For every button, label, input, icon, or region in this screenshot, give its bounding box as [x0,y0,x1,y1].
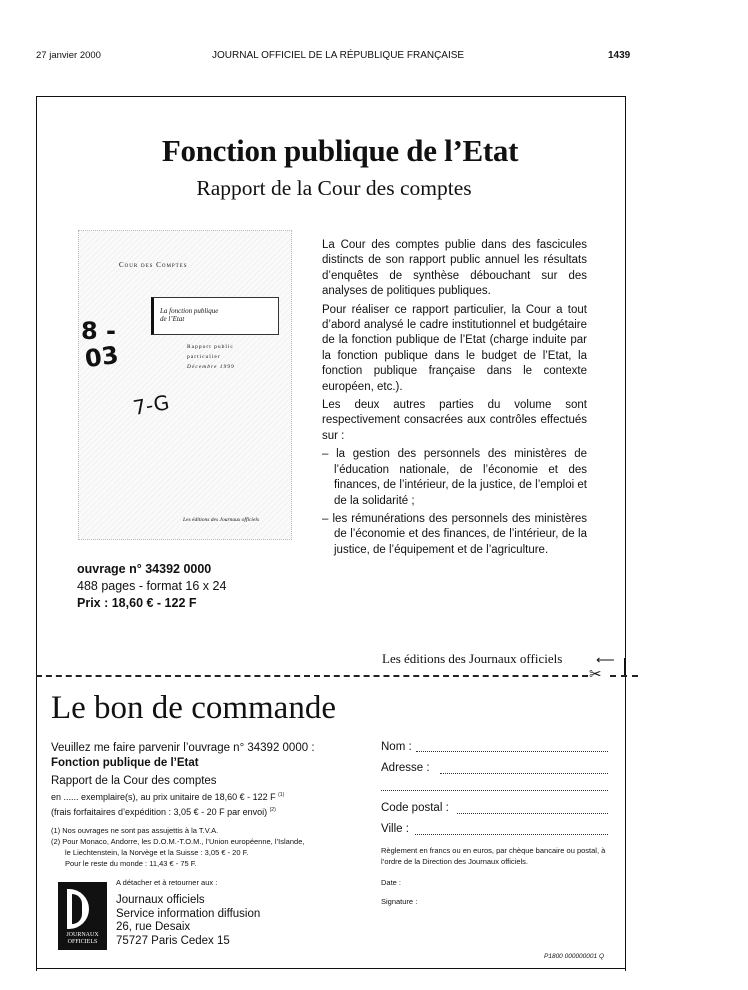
detach-label: A détacher et à retourner aux : [116,878,218,887]
note-2c: Pour le reste du monde : 11,43 € - 75 F. [65,859,197,868]
advert-description [322,238,587,558]
reference-code: P1800 000000001 Q [544,953,604,960]
bon-left-column [51,741,371,869]
note-2a: (2) Pour Monaco, Andorre, les D.O.M.-T.O.M., l’Union européenne, l’Islande, [51,837,305,846]
signature-label: Signature : [381,897,418,906]
header-date: 27 janvier 2000 [36,50,101,61]
arrow-left-icon: ⟵ [596,652,615,667]
advert-bullet-2: – les rémunérations des personnels des ministères de l’économie et des finances, de l’intérieur, de la justice, de l’équipement et de l’agriculture. [322,512,587,556]
date-label: Date : [381,878,402,887]
adresse-label: Adresse : [381,762,430,774]
logo-line-2: OFFICIELS [67,939,98,945]
editions-label: Les éditions des Journaux officiels [382,651,563,666]
advert-paragraph-1: La Cour des comptes publie dans des fascicules distincts de son rapport public annuel les résultats d’enquêtes de synthèse débouchant sur des analyses de politiques publiques. [322,239,587,298]
nom-label: Nom : [381,741,412,753]
code-postal-input[interactable] [457,813,608,814]
advert-paragraph-2: Pour réaliser ce rapport particulier, la Cour a tout d’abord analysé le cadre institutionnel et budgétaire de la fonction publique de l’Etat (charge induite par la fonction publique dans le budget de l’Etat, la fonction publique française dans le contexte européen, etc.). [322,303,587,393]
header-page-number: 1439 [608,50,631,61]
cover-bottom-text: Les éditions des Journaux officiels [183,517,260,523]
cut-line-end [610,675,638,677]
logo-line-1: JOURNAUX [66,932,99,938]
bon-title: Le bon de commande [51,690,336,726]
note-1: (1) Nos ouvrages ne sont pas assujettis à la T.V.A. [51,826,219,835]
address-line-3: 26, rue Desaix [116,921,191,933]
book-cover [78,230,292,540]
cover-sub-line2: particulier [187,354,221,360]
scissors-icon[interactable]: ✂ [589,666,602,683]
cover-sub-line3: Décembre 1999 [187,364,235,370]
note-2b: le Liechtenstein, la Norvège et la Suisse : 3,05 € - 20 F. [65,848,249,857]
ouvrage-pages: 488 pages - format 16 x 24 [77,579,227,593]
cover-handwriting-2: 03 [83,340,121,374]
ouvrage-number: ouvrage n° 34392 0000 [77,562,212,576]
qty-text: en ...... exemplaire(s), au prix unitaire de 18,60 € - 122 F [51,792,276,802]
qty-footnote-mark: (1) [278,792,285,798]
frais-footnote-mark: (2) [269,807,276,813]
cover-handwriting-3: 7-G [131,390,171,420]
reglement-text: Règlement en francs ou en euros, par chèque bancaire ou postal, à l’ordre de la Direction des Journaux officiels. [381,846,606,866]
ville-label: Ville : [381,823,409,835]
advert-title: Fonction publique de l’Etat [161,133,519,168]
address-line-1: Journaux officiels [116,894,205,906]
cover-publisher: Cour des Comptes [119,261,188,269]
frais-text: (frais forfaitaires d’expédition : 3,05 € - 20 F par envoi) [51,807,268,817]
cover-handwriting-1: 8 - [81,317,117,345]
header-journal: JOURNAL OFFICIEL DE LA RÉPUBLIQUE FRANÇAISE [212,50,465,61]
cover-subtitle [187,342,235,372]
bon-request: Veuillez me faire parvenir l’ouvrage n° 34392 0000 : [51,742,315,754]
bon-book-sub: Rapport de la Cour des comptes [51,775,217,787]
journaux-officiels-logo [58,882,107,950]
bon-book-title: Fonction publique de l’Etat [51,757,199,769]
bon-frais-line [51,804,371,819]
bon-qty-line [51,789,371,804]
adresse-input[interactable] [440,773,608,774]
logo-text [59,932,106,946]
address-line-4: 75727 Paris Cedex 15 [116,934,230,947]
advert-bullet-1: – la gestion des personnels des ministères de l’éducation nationale, de l’économie et des finances, de l’intérieur, de la justice, de l’emploi et de la solidarité ; [322,448,587,507]
frame-tick [624,658,626,676]
cut-line [36,675,588,677]
cover-title-line1: La fonction publique [160,307,219,315]
nom-input[interactable] [416,751,608,752]
frame-bottom-rule [36,968,626,969]
cover-title-box [151,297,279,335]
cover-sub-line1: Rapport public [187,344,234,350]
advert-paragraph-3: Les deux autres parties du volume sont respectivement consacrées aux contrôles effectués sur : [322,399,587,442]
address-line-2: Service information diffusion [116,907,261,920]
ouvrage-price: Prix : 18,60 € - 122 F [77,596,197,610]
code-postal-label: Code postal : [381,802,449,814]
advert-subtitle: Rapport de la Cour des comptes [196,176,472,200]
adresse-input-line-2[interactable] [381,790,608,791]
return-address [116,894,260,948]
ville-input[interactable] [415,834,608,835]
cover-title-line2: de l’Etat [160,315,185,323]
